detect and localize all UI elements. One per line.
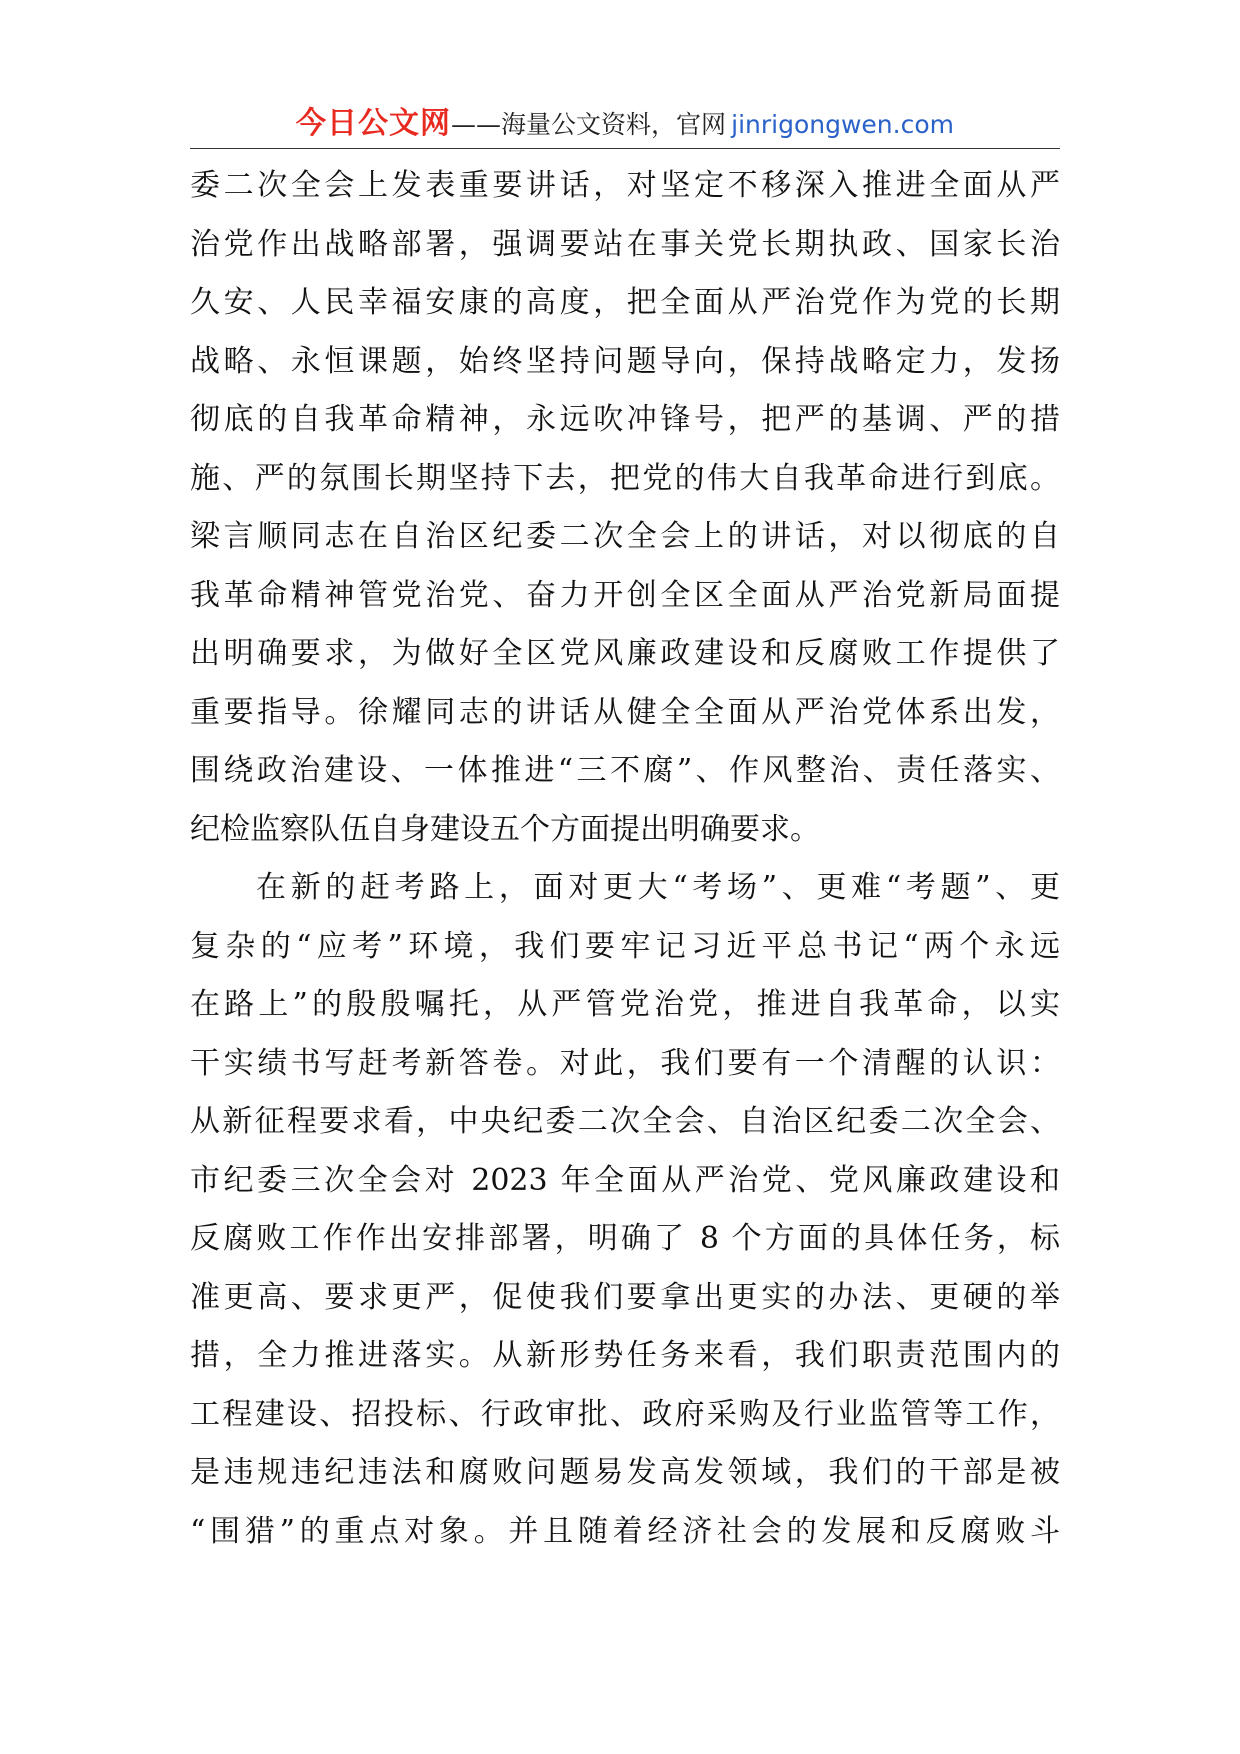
text-line: 从新征程要求看，中央纪委二次全会、自治区纪委二次全会、 xyxy=(190,1104,1060,1139)
document-body xyxy=(190,157,1060,1561)
text-line: 是违规违纪违法和腐败问题易发高发领域，我们的干部是被 xyxy=(190,1455,1060,1490)
text-line: 市纪委三次全会对 2023 年全面从严治党、党风廉政建设和 xyxy=(190,1162,1060,1198)
text-line: 措，全力推进落实。从新形势任务来看，我们职责范围内的 xyxy=(190,1338,1060,1373)
text-line: 施、严的氛围长期坚持下去，把党的伟大自我革命进行到底。 xyxy=(190,460,1060,496)
page-header xyxy=(190,98,1060,148)
text-line: 复杂的“应考”环境，我们要牢记习近平总书记“两个永远 xyxy=(190,928,1060,964)
text-line: 干实绩书写赶考新答卷。对此，我们要有一个清醒的认识： xyxy=(190,1045,1060,1081)
text-line: 反腐败工作作出安排部署，明确了 8 个方面的具体任务，标 xyxy=(190,1221,1060,1256)
site-url-link[interactable]: jinrigongwen.com xyxy=(731,110,954,139)
text-line: 战略、永恒课题，始终坚持问题导向，保持战略定力，发扬 xyxy=(190,343,1060,379)
text-line: 委二次全会上发表重要讲话，对坚定不移深入推进全面从严 xyxy=(190,168,1060,203)
text-line: 工程建设、招投标、行政审批、政府采购及行业监管等工作， xyxy=(190,1396,1060,1432)
text-line: “围猎”的重点对象。并且随着经济社会的发展和反腐败斗 xyxy=(190,1513,1060,1549)
paragraph-start-line: 在新的赶考路上，面对更大“考场”、更难“考题”、更 xyxy=(256,870,1060,905)
text-line: 我革命精神管党治党、奋力开创全区全面从严治党新局面提 xyxy=(190,577,1060,613)
text-line: 在路上”的殷殷嘱托，从严管党治党，推进自我革命，以实 xyxy=(190,987,1060,1022)
text-line: 出明确要求，为做好全区党风廉政建设和反腐败工作提供了 xyxy=(190,636,1060,671)
header-divider xyxy=(190,148,1060,149)
text-line: 梁言顺同志在自治区纪委二次全会上的讲话，对以彻底的自 xyxy=(190,519,1060,554)
text-line: 纪检监察队伍自身建设五个方面提出明确要求。 xyxy=(190,811,820,847)
text-line: 治党作出战略部署，强调要站在事关党长期执政、国家长治 xyxy=(190,226,1060,262)
text-line: 彻底的自我革命精神，永远吹冲锋号，把严的基调、严的措 xyxy=(190,402,1060,437)
text-line: 久安、人民幸福安康的高度，把全面从严治党作为党的长期 xyxy=(190,285,1060,320)
site-brand: 今日公文网 xyxy=(296,106,452,141)
text-line: 准更高、要求更严，促使我们要拿出更实的办法、更硬的举 xyxy=(190,1279,1060,1315)
site-tagline: ——海量公文资料，官网 xyxy=(451,110,727,139)
text-line: 重要指导。徐耀同志的讲话从健全全面从严治党体系出发， xyxy=(190,694,1060,730)
text-line: 围绕政治建设、一体推进“三不腐”、作风整治、责任落实、 xyxy=(190,753,1060,788)
